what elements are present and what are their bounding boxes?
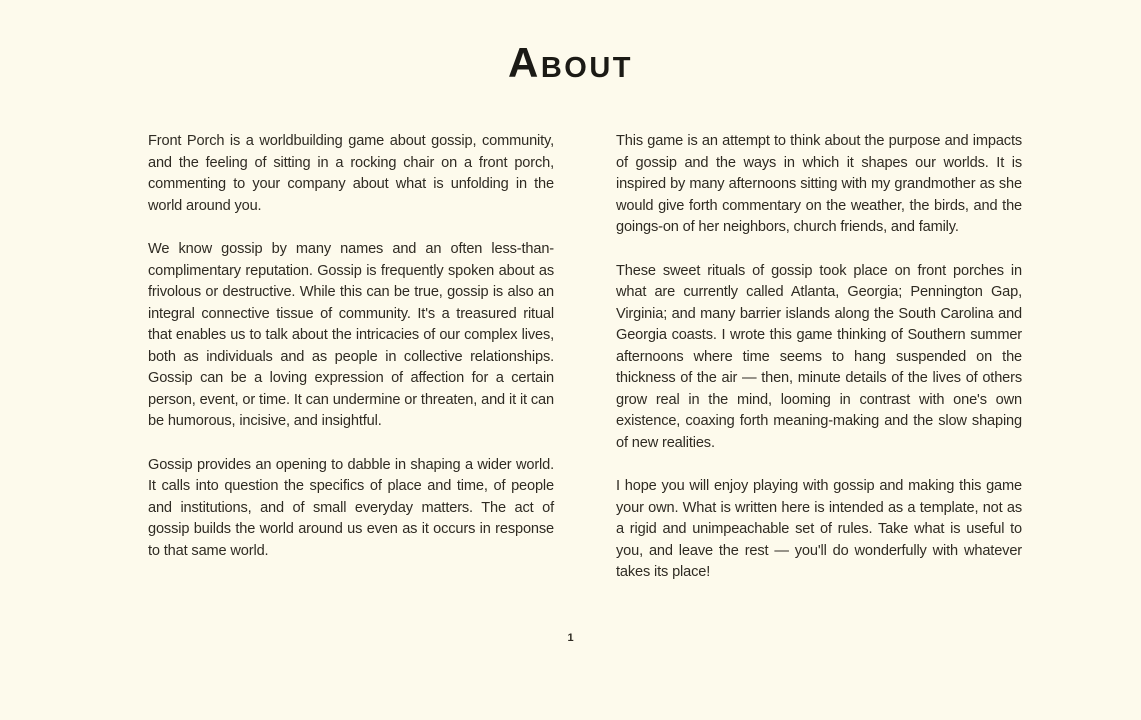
right-column [616,131,1022,606]
paragraph-gossip-worldbuilding: Gossip provides an opening to dabble in shaping a wider world. It calls into question the specifics of place and time, of people and institutions, and of small everyday matters. The act of gossip builds the world around us even as it occurs in response to that same world. [148,456,554,559]
page-title-rest: BOUT [540,52,633,84]
paragraph-game-purpose: This game is an attempt to think about the purpose and impacts of gossip and the ways in which it shapes our worlds. It is inspired by many afternoons sitting with my grandmother as she would give forth commentary on the weather, the birds, and the goings-on of her neighbors, church friends, and family. [616,133,1022,235]
paragraph-gossip-names: We know gossip by many names and an often less-than-complimentary reputation. Gossip is frequently spoken about as frivolous or destructive. While this can be true, gossip is also an integral connective tissue of community. It's a treasured ritual that enables us to talk about the intricacies of our complex lives, both as individuals and as people in collective relationships. Gossip can be a loving expression of affection for a certain person, event, or time. It can undermine or threaten, and it it can be humorous, incisive, and insightful. [148,241,554,429]
left-column [148,131,554,606]
page-title-first-letter: A [507,39,541,86]
paragraph-closing-hope: I hope you will enjoy playing with gossip and making this game your own. What is written here is intended as a template, not as a rigid and unimpeachable set of rules. Take what is useful to you, and leave the rest — you'll do wonderfully with whatever takes its place! [616,478,1022,580]
paragraph-sweet-rituals: These sweet rituals of gossip took place on front porches in what are currently called Atlanta, Georgia; Pennington Gap, Virginia; and many barrier islands along the South Carolina and Georgia coasts. I wrote this game thinking of Southern summer afternoons where time seems to hang suspended on the thickness of the air — then, minute details of the lives of others grow real in the mind, looming in contrast with one's own existence, coaxing forth meaning-making and the slow shaping of new realities. [616,262,1022,451]
paragraph-intro: Front Porch is a worldbuilding game about gossip, community, and the feeling of sitting in a rocking chair on a front porch, commenting to your company about what is unfolding in the world around you. [148,133,554,214]
page-number: 1 [567,632,574,644]
two-column-text-block [148,131,1022,606]
page-title [0,40,1141,86]
